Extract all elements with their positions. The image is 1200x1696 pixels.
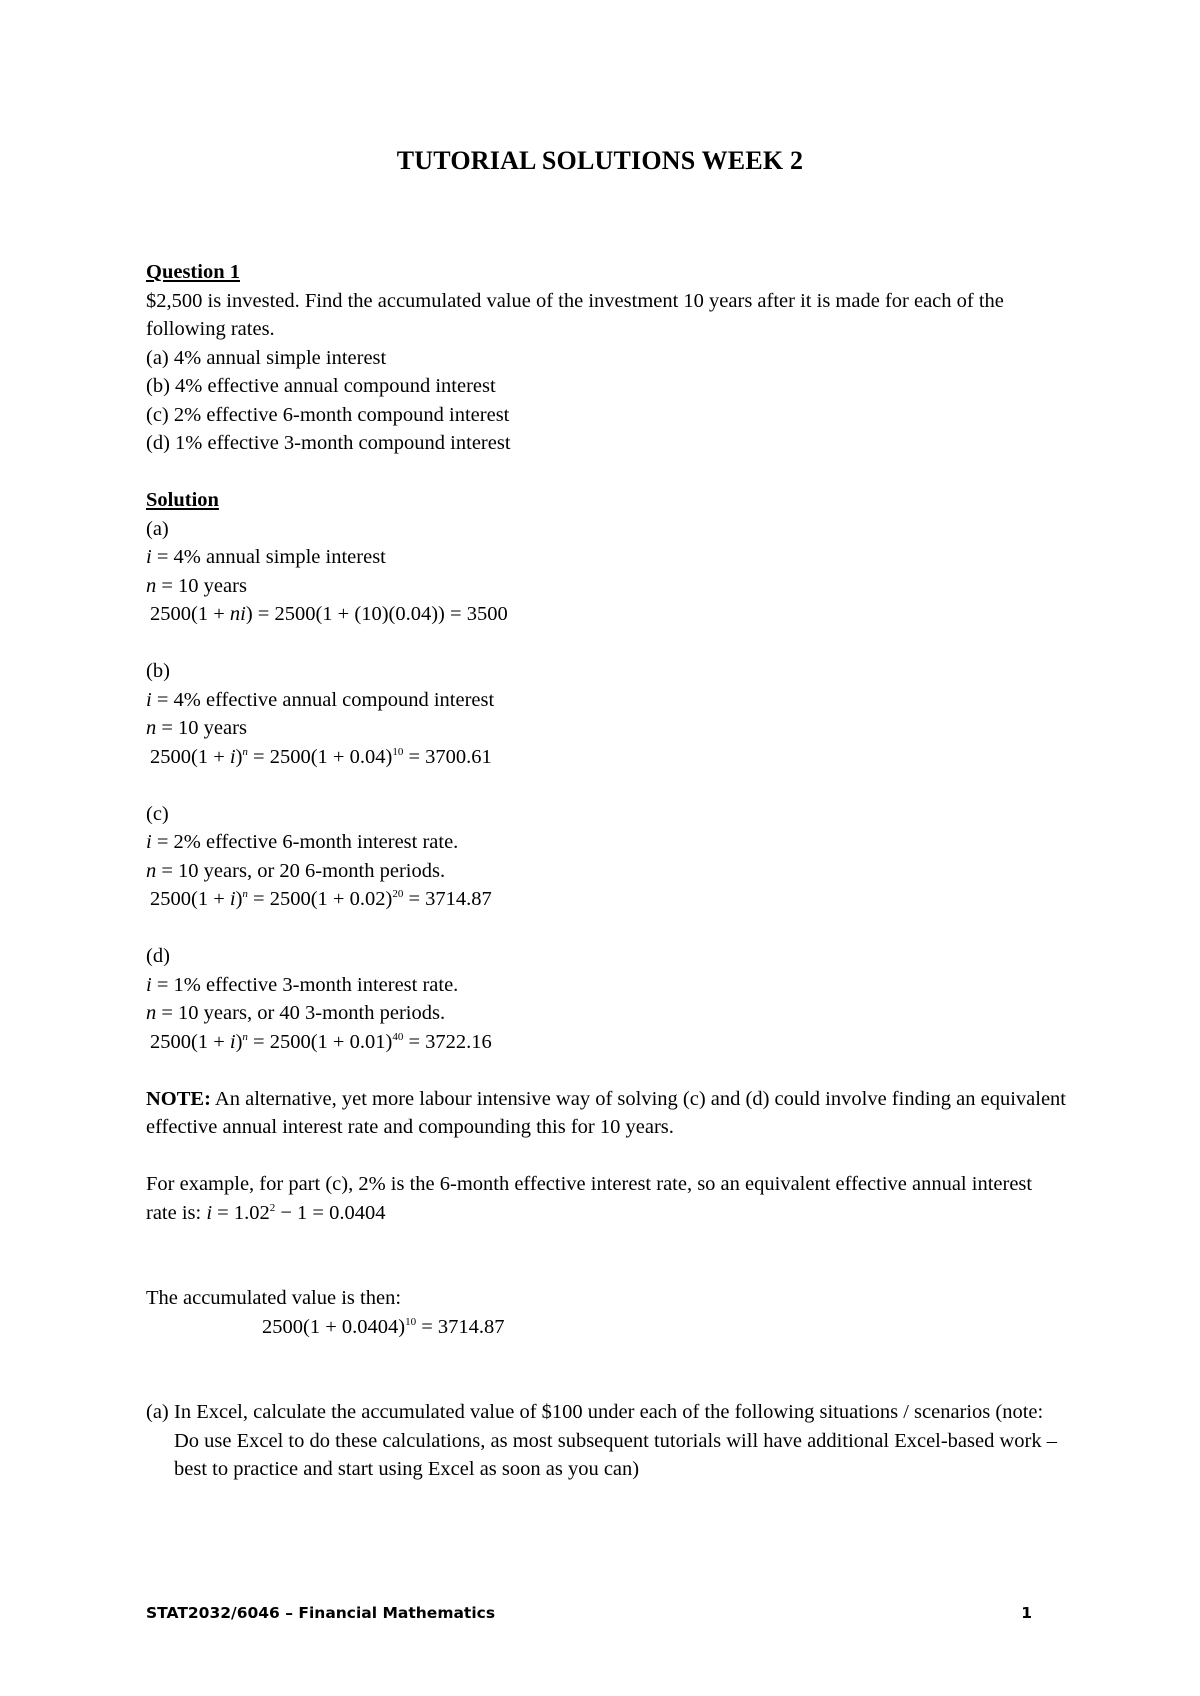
- var-n: n: [146, 1002, 157, 1024]
- solution-c-n-text: = 10 years, or 20 6-month periods.: [156, 859, 446, 882]
- eq-part: = 2500(1 + 0.04): [247, 745, 393, 768]
- solution-a-label: (a): [146, 517, 169, 540]
- solution-d-equation: [146, 1028, 1066, 1057]
- solution-d-label: (d): [146, 945, 170, 967]
- var-i: i: [146, 546, 152, 568]
- var-n: n: [146, 574, 157, 597]
- eq-part: 2500(1 + 0.0404): [262, 1315, 406, 1338]
- solution-heading: Solution: [146, 489, 219, 511]
- exp-n: n: [242, 1030, 248, 1043]
- solution-b-label: (b): [146, 660, 170, 682]
- solution-c-i-text: = 2% effective 6-month interest rate.: [151, 831, 459, 853]
- solution-c-n: [146, 857, 1066, 886]
- solution-a-i-text: = 4% annual simple interest: [151, 546, 386, 568]
- page-number: 1: [1021, 1604, 1032, 1622]
- solution-a-equation: [146, 600, 1066, 629]
- excel-task: [146, 1398, 1066, 1484]
- eq-part: − 1 = 0.0404: [275, 1201, 386, 1224]
- eq-part: = 3722.16: [403, 1030, 492, 1053]
- eq-part: = 3714.87: [403, 888, 492, 910]
- eq-part: 2500(1 +: [150, 745, 230, 768]
- exp-value: 2: [269, 1201, 276, 1214]
- var-i: i: [146, 831, 152, 853]
- solution-d-n: [146, 999, 1066, 1028]
- solution-a-n-text: = 10 years: [156, 574, 247, 597]
- var-i: i: [229, 1030, 236, 1053]
- page-content: [146, 258, 1066, 1484]
- eq-part: 2500(1 +: [150, 1030, 230, 1053]
- excel-task-text: In Excel, calculate the accumulated value of $100 under each of the following situations / scenarios (note: Do use Excel to do these calculations, as most subsequent tutorials will have additional Excel-based work – best to practice and start using Excel as soon as you can): [174, 1401, 1057, 1480]
- var-n: n: [146, 859, 157, 882]
- solution-a-n: [146, 572, 1066, 601]
- question-heading: Question 1: [146, 261, 240, 283]
- exp-n: n: [242, 888, 248, 900]
- page-title: TUTORIAL SOLUTIONS WEEK 2: [396, 146, 804, 175]
- solution-d-n-text: = 10 years, or 40 3-month periods.: [156, 1002, 446, 1024]
- exp-value: 20: [392, 888, 404, 900]
- note-paragraph: [146, 1085, 1066, 1142]
- eq-part: ): [235, 888, 243, 910]
- exp-value: 10: [405, 1315, 417, 1328]
- var-i: i: [146, 688, 152, 711]
- note-example: [146, 1170, 1066, 1227]
- eq-part: ): [235, 745, 243, 768]
- note-accum-text: The accumulated value is then:: [146, 1287, 402, 1309]
- eq-part: 2500(1 +: [150, 888, 230, 910]
- question-part-b: (b) 4% effective annual compound interest: [146, 375, 496, 397]
- var-i: i: [229, 745, 236, 768]
- note-example-text: For example, for part (c), 2% is the 6-month effective interest rate, so an equivalent effective annual interest rate is:: [146, 1173, 1033, 1224]
- question-part-a: (a) 4% annual simple interest: [146, 346, 387, 369]
- solution-d-i-text: = 1% effective 3-month interest rate.: [151, 973, 459, 996]
- solution-d-i: [146, 971, 1066, 1000]
- eq-part: 2500(1 +: [150, 603, 230, 625]
- eq-part: = 3714.87: [416, 1315, 505, 1338]
- solution-c-i: [146, 828, 1066, 857]
- var-i: i: [146, 973, 152, 996]
- solution-a-i: [146, 543, 1066, 572]
- exp-value: 10: [392, 745, 404, 758]
- question-part-c: (c) 2% effective 6-month compound interest: [146, 403, 510, 426]
- note-accum-equation: [146, 1313, 1066, 1342]
- var-ni: ni: [229, 603, 246, 625]
- eq-part: = 2500(1 + 0.01): [247, 1030, 393, 1053]
- exp-n: n: [242, 745, 248, 758]
- eq-part: ) = 2500(1 + (10)(0.04)) = 3500: [245, 603, 508, 625]
- question-part-d: (d) 1% effective 3-month compound interest: [146, 432, 511, 454]
- solution-b-n: [146, 714, 1066, 743]
- note-label: NOTE:: [146, 1087, 211, 1110]
- excel-task-marker: (a): [146, 1401, 169, 1423]
- page-footer: [146, 1604, 1032, 1622]
- eq-part: = 1.02: [212, 1201, 270, 1224]
- eq-part: ): [235, 1030, 243, 1053]
- exp-value: 40: [392, 1030, 404, 1043]
- solution-b-n-text: = 10 years: [156, 717, 247, 739]
- solution-c-equation: [146, 885, 1066, 914]
- footer-course: STAT2032/6046 – Financial Mathematics: [146, 1604, 496, 1622]
- question-text: $2,500 is invested. Find the accumulated value of the investment 10 years after it is made for each of the following rates.: [146, 289, 1004, 340]
- var-i: i: [206, 1201, 213, 1224]
- var-n: n: [146, 717, 157, 739]
- eq-part: = 3700.61: [403, 745, 492, 768]
- solution-b-i-text: = 4% effective annual compound interest: [151, 688, 495, 711]
- solution-c-label: (c): [146, 802, 169, 825]
- solution-b-equation: [146, 743, 1066, 772]
- var-i: i: [229, 888, 236, 910]
- eq-part: = 2500(1 + 0.02): [247, 888, 393, 910]
- note-text: An alternative, yet more labour intensive way of solving (c) and (d) could involve finding an equivalent effective annual interest rate and compounding this for 10 years.: [146, 1087, 1067, 1138]
- solution-b-i: [146, 686, 1066, 715]
